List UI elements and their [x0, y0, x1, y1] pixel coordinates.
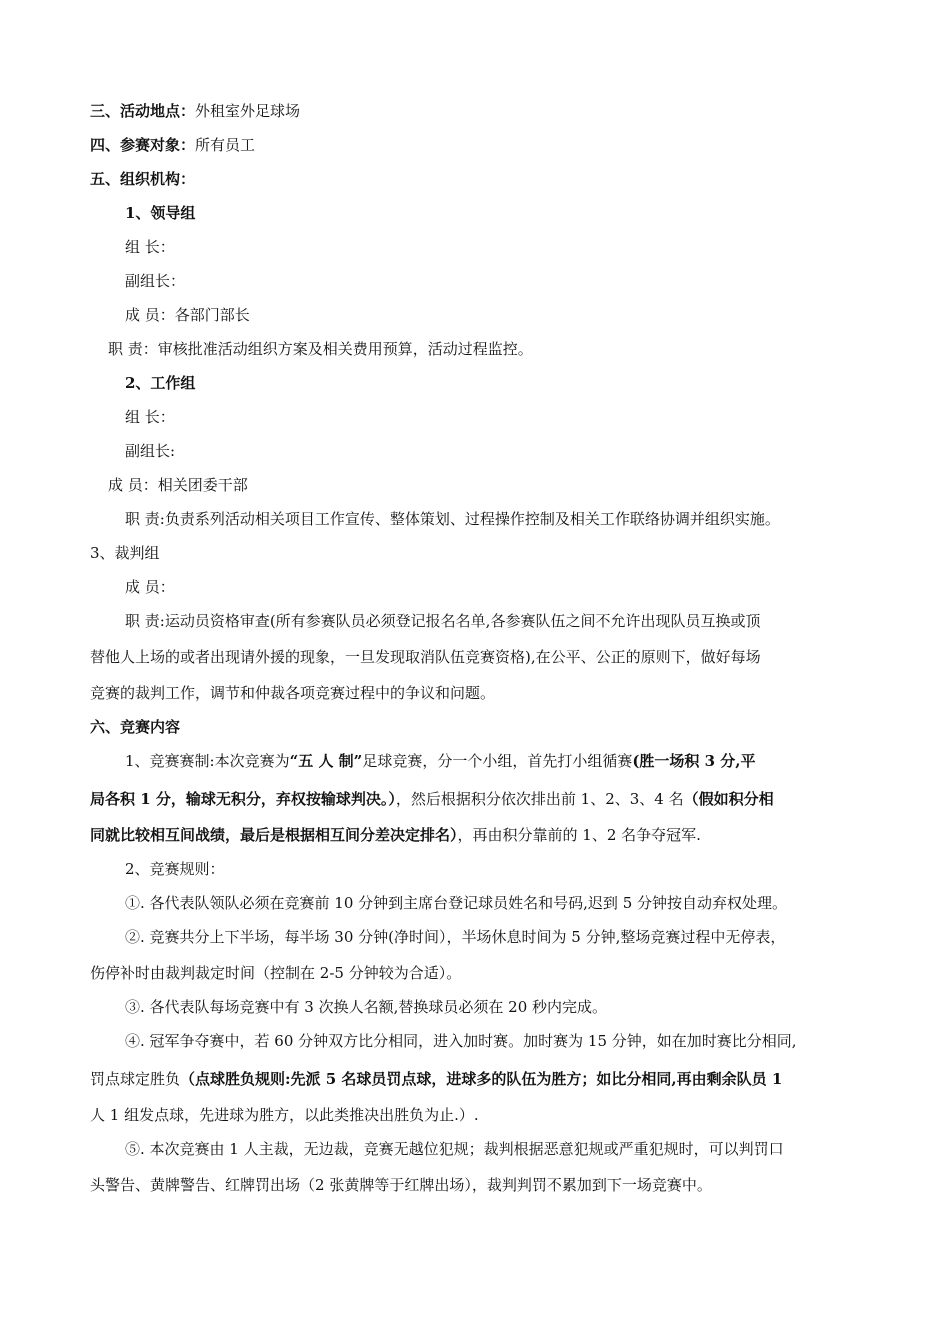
section-organization-title: 五、组织机构： — [90, 170, 196, 188]
format-points-rule-start: (胜一场积 3 分,平 — [632, 752, 756, 770]
format-tiebreak-end: 同就比较相互间战绩，最后是根据相互间分差决定排名） — [90, 826, 458, 844]
section-location-value: 外租室外足球场 — [195, 102, 301, 120]
rule-4-line-3: 人 1 组发点球，先进球为胜方，以此类推决出胜负为止.）. — [90, 1106, 479, 1124]
rule-3: ③. 各代表队每场竞赛中有 3 次换人名额,替换球员必须在 20 秒内完成。 — [125, 998, 608, 1016]
leadership-group-members: 成 员：各部门部长 — [125, 306, 250, 324]
referee-group-duty-line-1: 职 责:运动员资格审查(所有参赛队员必须登记报名名单,各参赛队伍之间不允许出现队员互换或顶 — [125, 612, 761, 630]
format-group-stage: 足球竞赛，分一个小组，首先打小组循赛 — [362, 752, 633, 770]
referee-group-duty-line-3: 竞赛的裁判工作，调节和仲裁各项竞赛过程中的争议和问题。 — [90, 684, 496, 702]
rule-4-penalty-rules-start: （点球胜负规则:先派 5 名球员罚点球，进球多的队伍为胜方；如比分相同,再由剩余队员 1 — [180, 1070, 783, 1088]
work-group-members: 成 员：相关团委干部 — [108, 476, 248, 494]
leadership-group-duty: 职 责：审核批准活动组织方案及相关费用预算，活动过程监控。 — [108, 340, 533, 358]
format-paragraph-line-2 — [90, 788, 774, 810]
section-participants-label: 四、参赛对象： — [90, 136, 196, 154]
format-five-a-side: “五 人 制” — [289, 752, 363, 770]
section-participants-value: 所有员工 — [195, 136, 256, 154]
work-group-deputy: 副组长: — [125, 442, 176, 460]
work-group-leader: 组 长： — [125, 408, 175, 426]
rule-4-penalty-label: 罚点球定胜负 — [90, 1070, 181, 1088]
format-final: ，再由积分靠前的 1、2 名争夺冠军. — [457, 826, 701, 844]
work-group-duty: 职 责:负责系列活动相关项目工作宣传、整体策划、过程操作控制及相关工作联络协调并组织实施。 — [125, 510, 780, 528]
leadership-group-leader: 组 长： — [125, 238, 175, 256]
format-tiebreak-start: （假如积分相 — [683, 790, 774, 808]
rule-2-line-1: ②. 竞赛共分上下半场，每半场 30 分钟(净时间），半场休息时间为 5 分钟,整场竞赛过程中无停表， — [125, 928, 786, 946]
rule-4-line-1: ④. 冠军争夺赛中，若 60 分钟双方比分相同，进入加时赛。加时赛为 15 分钟，如在加时赛比分相同, — [125, 1032, 797, 1050]
format-ranking: ，然后根据积分依次排出前 1、2、3、4 名 — [395, 790, 684, 808]
rule-5-line-1: ⑤. 本次竞赛由 1 人主裁，无边裁，竞赛无越位犯规；裁判根据恶意犯规或严重犯规时，可以判罚口 — [125, 1140, 784, 1158]
section-competition-title: 六、竞赛内容 — [90, 718, 181, 736]
leadership-group-deputy: 副组长： — [125, 272, 186, 290]
rule-4-line-2 — [90, 1068, 782, 1090]
format-paragraph-line-1 — [125, 750, 756, 772]
format-intro: 1、竞赛赛制:本次竞赛为 — [125, 752, 290, 770]
format-points-rule-end: 局各积 1 分，输球无积分，弃权按输球判决。） — [90, 790, 396, 808]
leadership-group-title: 1、领导组 — [125, 204, 196, 222]
work-group-title: 2、工作组 — [125, 374, 196, 392]
format-paragraph-line-3 — [90, 824, 701, 846]
section-participants — [90, 134, 255, 156]
referee-group-members: 成 员： — [125, 578, 175, 596]
rules-title: 2、竞赛规则： — [125, 860, 225, 878]
section-location-label: 三、活动地点： — [90, 102, 196, 120]
section-location — [90, 100, 300, 122]
referee-group-duty-line-2: 替他人上场的或者出现请外援的现象，一旦发现取消队伍竞赛资格),在公平、公正的原则下，做好每场 — [90, 648, 761, 666]
rule-1: ①. 各代表队领队必须在竞赛前 10 分钟到主席台登记球员姓名和号码,迟到 5 分钟按自动弃权处理。 — [125, 894, 788, 912]
rule-2-line-2: 伤停补时由裁判裁定时间（控制在 2-5 分钟较为合适）。 — [90, 964, 462, 982]
rule-5-line-2: 头警告、黄牌警告、红牌罚出场（2 张黄牌等于红牌出场），裁判判罚不累加到下一场竞赛中。 — [90, 1176, 712, 1194]
referee-group-title: 3、裁判组 — [90, 544, 160, 562]
